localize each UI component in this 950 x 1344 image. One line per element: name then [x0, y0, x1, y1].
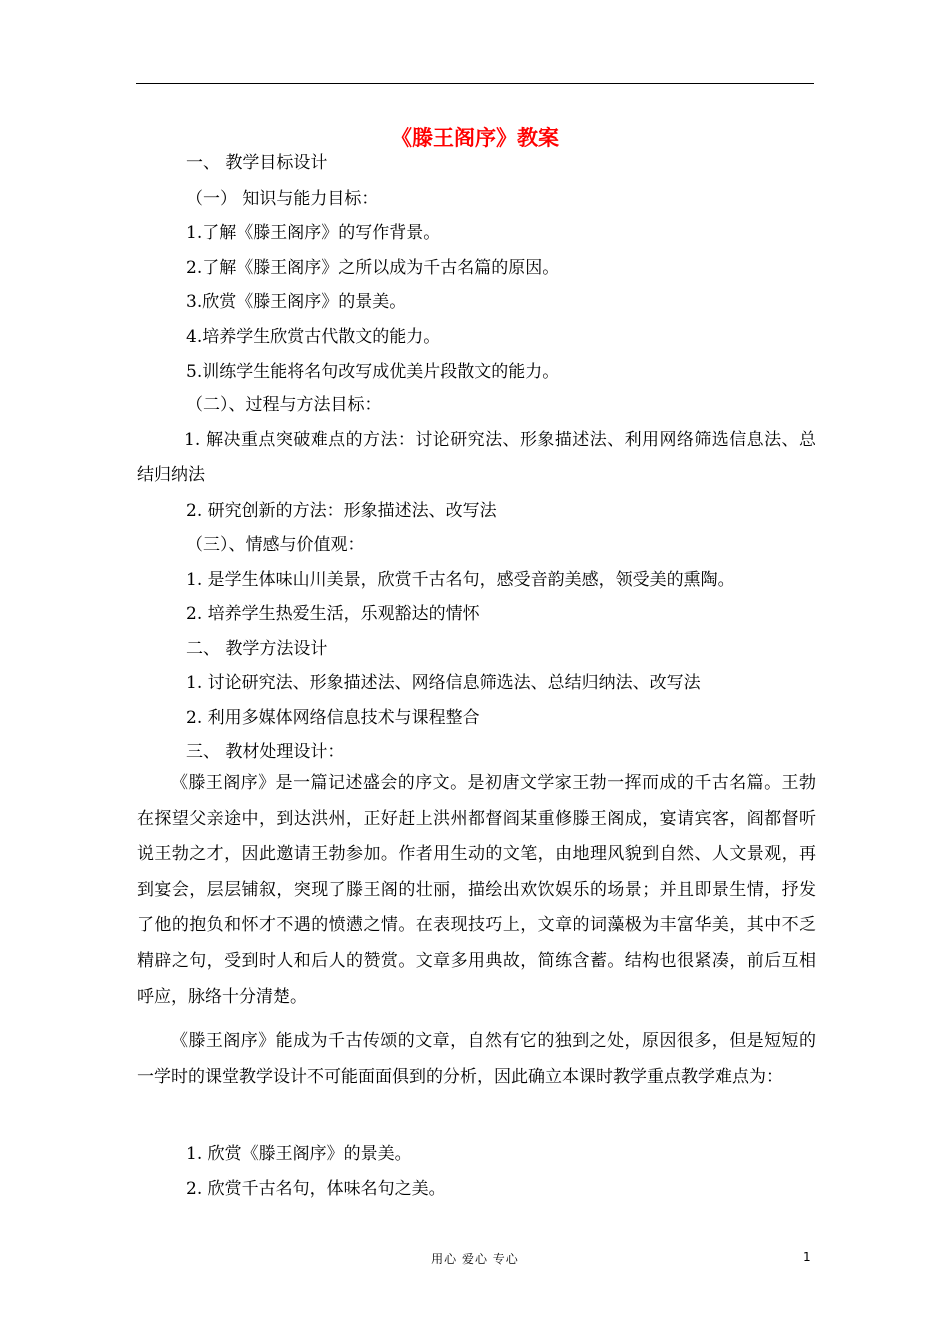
body-paragraph-2: 《滕王阁序》能成为千古传颂的文章，自然有它的独到之处，原因很多，但是短短的一学时的课堂教学设计不可能面面俱到的分析，因此确立本课时教学重点教学难点为： [137, 1031, 816, 1087]
section-heading-1: 一、 教学目标设计 [186, 153, 328, 173]
list-item: 2.了解《滕王阁序》之所以成为千古名篇的原因。 [186, 258, 560, 278]
list-item: 2. 研究创新的方法：形象描述法、改写法 [186, 501, 497, 521]
subsection-heading-2: （二）、过程与方法目标： [186, 395, 382, 415]
list-item: 2. 培养学生热爱生活，乐观豁达的情怀 [186, 604, 480, 624]
document-title: 《滕王阁序》教案 [391, 126, 559, 150]
section-heading-2: 二、 教学方法设计 [186, 639, 328, 659]
section-heading-3: 三、 教材处理设计： [186, 742, 345, 762]
subsection-heading-1: （一） 知识与能力目标： [186, 189, 379, 209]
list-item: 1. 欣赏《滕王阁序》的景美。 [186, 1144, 412, 1164]
subsection-heading-3: （三）、情感与价值观： [186, 535, 365, 555]
list-item: 2. 欣赏千古名句，体味名句之美。 [186, 1179, 446, 1199]
list-item: 3.欣赏《滕王阁序》的景美。 [186, 292, 407, 312]
list-item: 1.了解《滕王阁序》的写作背景。 [186, 223, 441, 243]
list-item-wrapped: 1. 解决重点突破难点的方法：讨论研究法、形象描述法、利用网络筛选信息法、总结归纳法 [137, 430, 816, 485]
list-item: 2. 利用多媒体网络信息技术与课程整合 [186, 708, 480, 728]
body-paragraph-1: 《滕王阁序》是一篇记述盛会的序文。是初唐文学家王勃一挥而成的千古名篇。王勃在探望父亲途中，到达洪州，正好赶上洪州都督阎某重修滕王阁成，宴请宾客，阎都督听说王勃之才，因此邀请王勃参加。作者用生动的文笔，由地理风貌到自然、人文景观，再到宴会，层层铺叙，突现了滕王阁的壮丽，描绘出欢饮娱乐的场景；并且即景生情，抒发了他的抱负和怀才不遇的愤懑之情。在表现技巧上，文章的词藻极为丰富华美，其中不乏精辟之句，受到时人和后人的赞赏。文章多用典故，简练含蓄。结构也很紧凑，前后互相呼应，脉络十分清楚。 [137, 773, 816, 1007]
list-item: 4.培养学生欣赏古代散文的能力。 [186, 327, 441, 347]
footer-motto: 用心 爱心 专心 [431, 1252, 519, 1266]
page-number: 1 [803, 1250, 811, 1264]
list-item: 5.训练学生能将名句改写成优美片段散文的能力。 [186, 362, 560, 382]
list-item: 1. 讨论研究法、形象描述法、网络信息筛选法、总结归纳法、改写法 [186, 673, 701, 693]
list-item: 1. 是学生体味山川美景，欣赏千古名句，感受音韵美感，领受美的熏陶。 [186, 570, 735, 590]
header-rule [136, 83, 814, 84]
